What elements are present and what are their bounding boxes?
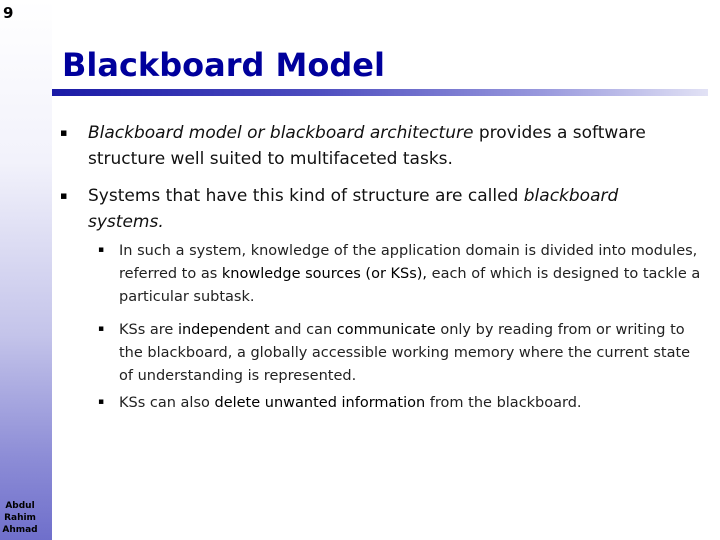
sub-bullet-icon: ▪ bbox=[98, 245, 105, 255]
sub-bullet-icon: ▪ bbox=[98, 324, 105, 334]
title-underline bbox=[52, 89, 708, 96]
sub-bullet-text-part: each of which is designed to tackle a particular subtask. bbox=[119, 266, 701, 305]
bullet-emphasis: blackboard systems. bbox=[88, 186, 619, 232]
sub-bullet-term: independent bbox=[177, 322, 270, 338]
author-name bbox=[0, 500, 40, 536]
sidebar bbox=[0, 0, 52, 540]
sub-bullet-text bbox=[119, 319, 702, 388]
sub-bullet-text-part: and can bbox=[269, 322, 337, 338]
sub-bullet-text-part: KSs can also bbox=[119, 395, 215, 411]
slide-title: Blackboard Model bbox=[62, 46, 385, 84]
sub-bullet-term: delete unwanted information bbox=[214, 395, 426, 411]
bullet-lead: Blackboard model or blackboard architecture bbox=[88, 123, 474, 143]
bullet-text bbox=[88, 183, 680, 235]
author-last-name: Ahmad bbox=[2, 525, 38, 535]
sub-bullet-term: knowledge sources (or KSs), bbox=[221, 266, 428, 282]
slide-number: 9 bbox=[3, 4, 14, 22]
bullet-icon: ▪ bbox=[60, 126, 68, 139]
sub-bullet-item bbox=[98, 240, 702, 309]
sub-bullet-text-part: only by reading from or writing to the blackboard, a globally accessible working memory where the current state of understanding is represented. bbox=[119, 322, 691, 384]
bullet-item bbox=[60, 120, 680, 172]
sub-bullet-text-part: KSs are bbox=[119, 322, 178, 338]
bullet-lead: Systems that have this kind of structure are called bbox=[88, 186, 524, 206]
sub-bullet-item bbox=[98, 319, 702, 388]
sub-bullet-text-part: from the blackboard. bbox=[425, 395, 582, 411]
bullet-item bbox=[60, 183, 680, 235]
author-middle-name: Rahim bbox=[4, 513, 36, 523]
sub-bullet-item bbox=[98, 392, 702, 415]
sub-bullet-term: communicate bbox=[336, 322, 436, 338]
sub-bullet-text bbox=[119, 240, 702, 309]
sub-bullet-text bbox=[119, 392, 702, 415]
sub-bullet-text-part: In such a system, knowledge of the application domain is divided into modules, referred to as bbox=[119, 243, 698, 282]
author-first-name: Abdul bbox=[5, 501, 35, 511]
sub-bullet-icon: ▪ bbox=[98, 397, 105, 407]
bullet-text bbox=[88, 120, 680, 172]
bullet-icon: ▪ bbox=[60, 189, 68, 202]
bullet-rest: provides a software structure well suited to multifaceted tasks. bbox=[88, 123, 646, 169]
